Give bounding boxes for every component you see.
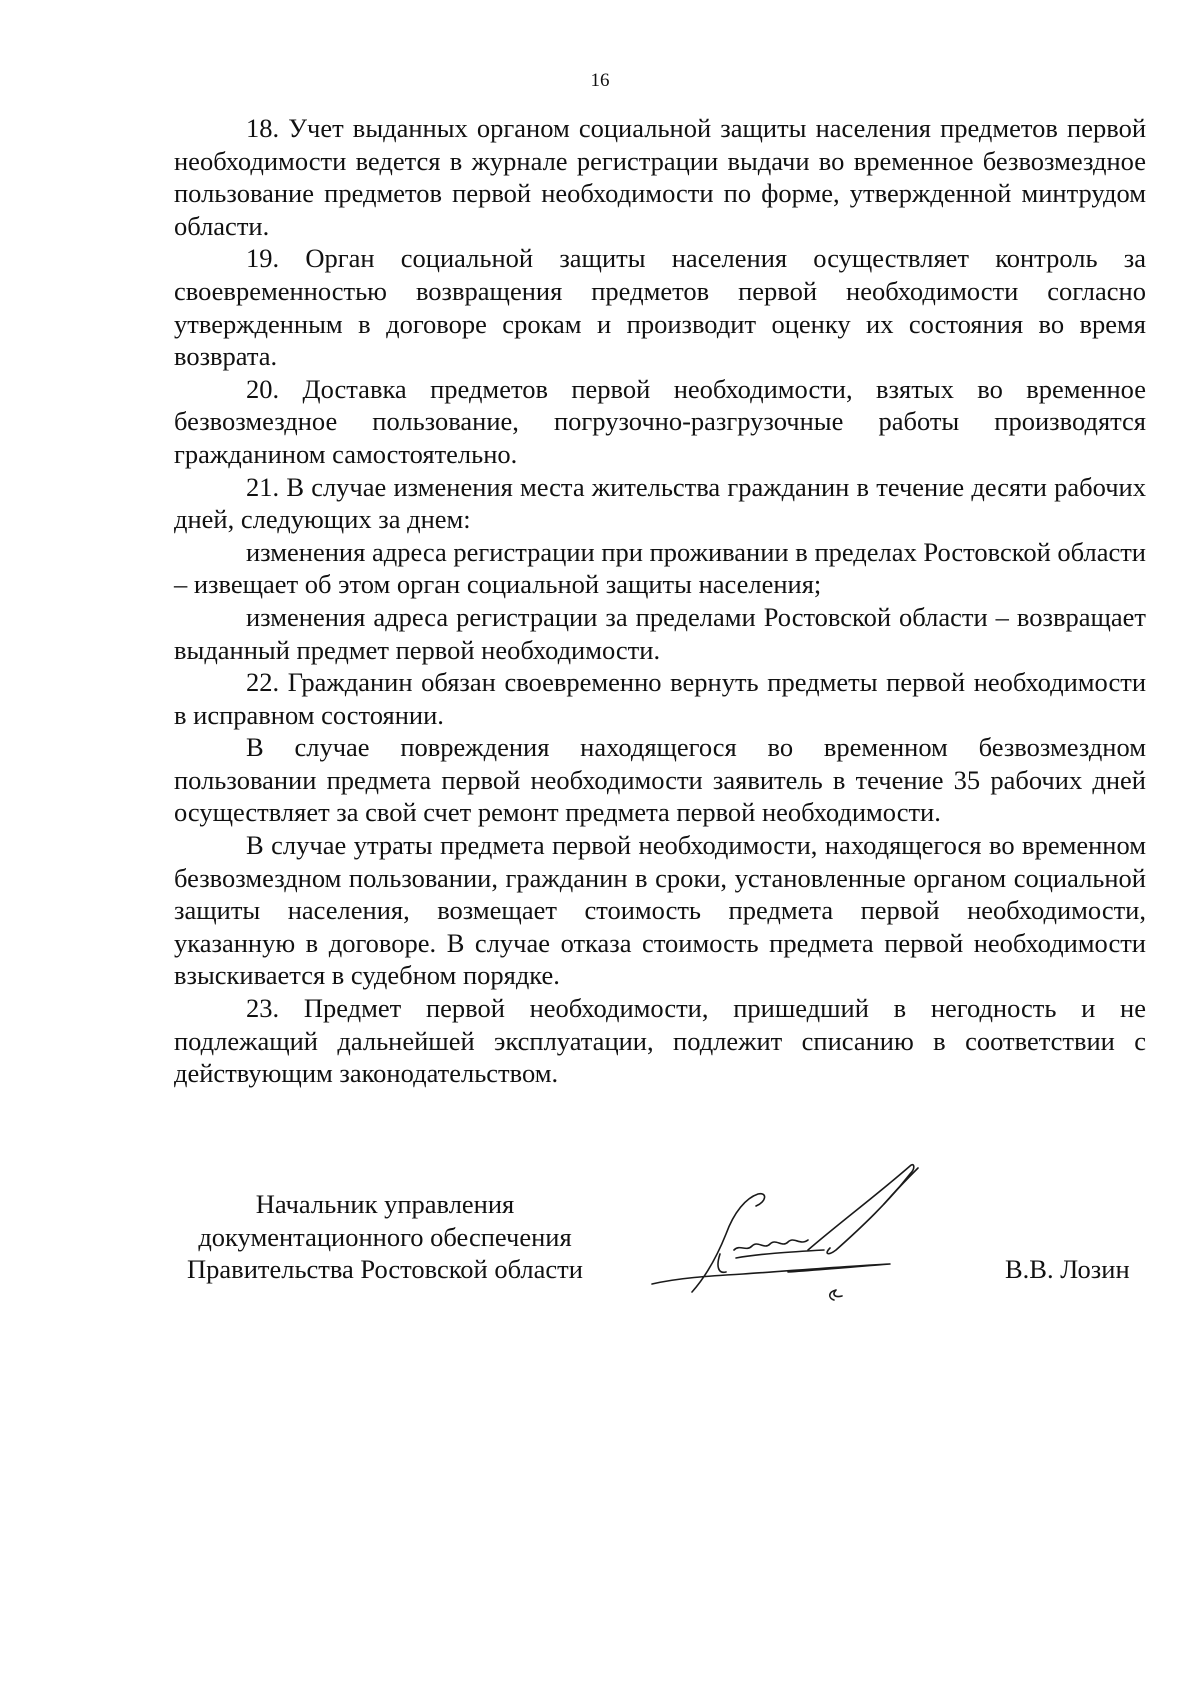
- signer-position-line: Правительства Ростовской области: [187, 1254, 583, 1285]
- signature-stroke: [830, 1290, 842, 1300]
- page-number: 16: [590, 70, 610, 91]
- document-body: [174, 112, 1146, 1090]
- signature-stroke: [692, 1194, 765, 1292]
- paragraph-22-loss: В случае утраты предмета первой необходимости, находящегося во временном безвозмездном пользовании, гражданин в сроки, установленные органом социальной защиты населения, возмещает стоимость предмета первой необходимости, указанную в договоре. В случае отказа стоимость предмета первой необходимости взыскивается в судебном порядке.: [174, 830, 1146, 991]
- signature-stroke: [652, 1264, 890, 1284]
- paragraph-20: 20. Доставка предметов первой необходимости, взятых во временное безвозмездное пользование, погрузочно-разгрузочные работы производятся гражданином самостоятельно.: [174, 373, 1146, 469]
- signature-stroke: [718, 1254, 726, 1272]
- signature-block: [0, 1188, 1200, 1308]
- signature-stroke: [808, 1165, 914, 1254]
- paragraph-22-damage: В случае повреждения находящегося во временном безвозмездном пользовании предмета первой необходимости заявитель в течение 35 рабочих дней осуществляет за свой счет ремонт предмета первой необходимости.: [174, 732, 1146, 828]
- signature-stroke: [734, 1240, 808, 1250]
- signer-position: [160, 1188, 610, 1286]
- signer-name: В.В. Лозин: [1005, 1254, 1130, 1284]
- signer-position-line: Начальник управления: [255, 1189, 515, 1219]
- paragraph-22: 22. Гражданин обязан своевременно вернуть предметы первой необходимости в исправном состоянии.: [174, 667, 1146, 730]
- signature-stroke: [736, 1250, 824, 1258]
- paragraph-21-item-2: изменения адреса регистрации за пределами Ростовской области – возвращает выданный предмет первой необходимости.: [174, 601, 1146, 665]
- signer-position-line: документационного обеспечения: [198, 1221, 572, 1252]
- paragraph-21-item-1: изменения адреса регистрации при проживании в пределах Ростовской области – извещает об этом орган социальной защиты населения;: [174, 536, 1146, 600]
- paragraph-21: 21. В случае изменения места жительства гражданин в течение десяти рабочих дней, следующих за днем:: [174, 471, 1146, 535]
- paragraph-23: 23. Предмет первой необходимости, пришедший в негодность и не подлежащий дальнейшей эксплуатации, подлежит списанию в соответствии с действующим законодательством.: [174, 993, 1146, 1089]
- paragraph-19: 19. Орган социальной защиты населения осуществляет контроль за своевременностью возвращения предметов первой необходимости согласно утвержденным в договоре срокам и производит оценку их состояния во время возврата.: [174, 243, 1146, 372]
- paragraph-18: 18. Учет выданных органом социальной защиты населения предметов первой необходимости ведется в журнале регистрации выдачи во временное безвозмездное пользование предметов первой необходимости по форме, утвержденной минтрудом области.: [174, 113, 1146, 241]
- handwritten-signature: [648, 1154, 978, 1314]
